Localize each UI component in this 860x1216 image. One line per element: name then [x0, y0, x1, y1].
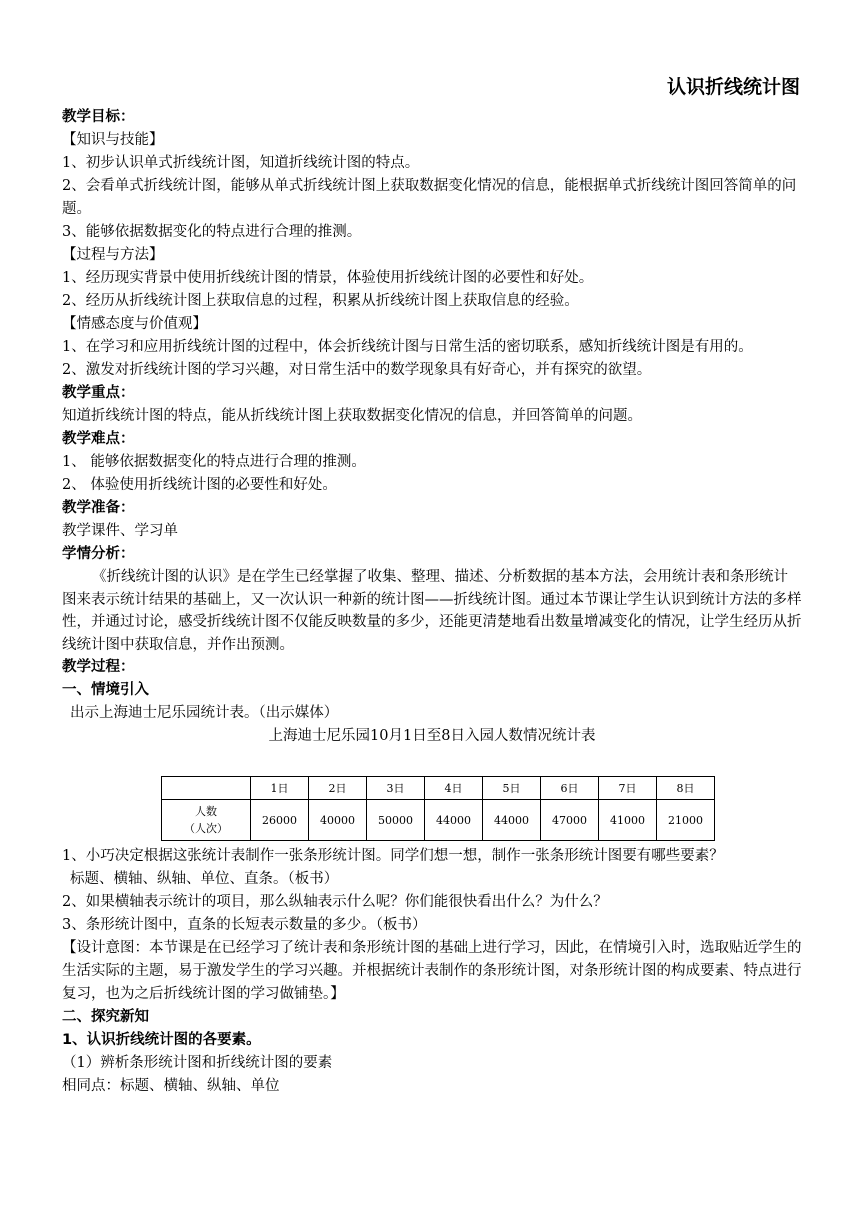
table-cell: 26000	[251, 800, 309, 841]
document-body	[62, 106, 802, 1098]
table-day-header: 3日	[367, 777, 425, 800]
row-label-line: 人数	[195, 805, 217, 818]
knowledge-heading: 【知识与技能】	[62, 132, 164, 148]
analysis-heading: 学情分析：	[62, 546, 135, 562]
table-cell: 40000	[309, 800, 367, 841]
table-header-row	[162, 777, 715, 800]
emotion-item: 1、在学习和应用折线统计图的过程中，体会折线统计图与日常生活的密切联系，感知折线统计图是有用的。	[62, 339, 753, 355]
visitor-stats-table	[161, 776, 715, 841]
answer-1: 标题、横轴、纵轴、单位、直条。（板书）	[70, 871, 339, 887]
section-1-heading: 一、情境引入	[62, 682, 149, 698]
table-cell: 41000	[599, 800, 657, 841]
table-row	[162, 800, 715, 841]
key-point-heading: 教学重点：	[62, 385, 135, 401]
table-cell: 47000	[541, 800, 599, 841]
table-corner-cell	[162, 777, 251, 800]
process-item: 2、经历从折线统计图上获取信息的过程，积累从折线统计图上获取信息的经验。	[62, 293, 579, 309]
process-main-heading: 教学过程：	[62, 659, 135, 675]
design-intent: 【设计意图：本节课是在已经学习了统计表和条形统计图的基础上进行学习，因此，在情境引入时，选取贴近学生的生活实际的主题，易于激发学生的学习兴趣。并根据统计表制作的条形统计图，对条形统计图的构成要素、特点进行复习，也为之后折线统计图的学习做铺垫。】	[62, 940, 802, 1002]
emotion-item: 2、激发对折线统计图的学习兴趣，对日常生活中的数学现象具有好奇心，并有探究的欲望。	[62, 362, 652, 378]
table-day-header: 1日	[251, 777, 309, 800]
section-2-heading: 二、探究新知	[62, 1009, 149, 1025]
question-1: 1、小巧决定根据这张统计表制作一张条形统计图。同学们想一想，制作一张条形统计图要有哪些要素？	[62, 848, 724, 864]
preparation-text: 教学课件、学习单	[62, 523, 178, 539]
preparation-heading: 教学准备：	[62, 500, 135, 516]
table-day-header: 7日	[599, 777, 657, 800]
question-2: 2、如果横轴表示统计的项目，那么纵轴表示什么呢？你们能很快看出什么？为什么？	[62, 894, 608, 910]
same-points: 相同点：标题、横轴、纵轴、单位	[62, 1078, 280, 1094]
table-day-header: 5日	[483, 777, 541, 800]
table-day-header: 2日	[309, 777, 367, 800]
knowledge-item: 3、能够依据数据变化的特点进行合理的推测。	[62, 224, 362, 240]
table-cell: 21000	[657, 800, 715, 841]
subsection-1-1: （1）辨析条形统计图和折线统计图的要素	[62, 1055, 333, 1071]
question-3: 3、条形统计图中，直条的长短表示数量的多少。（板书）	[62, 917, 427, 933]
subsection-1-heading: 1、认识折线统计图的各要素。	[62, 1032, 261, 1048]
knowledge-item: 1、初步认识单式折线统计图，知道折线统计图的特点。	[62, 155, 420, 171]
table-cell: 50000	[367, 800, 425, 841]
table-title: 上海迪士尼乐园10月1日至8日入园人数情况统计表	[268, 728, 596, 744]
process-heading: 【过程与方法】	[62, 247, 164, 263]
table-day-header: 8日	[657, 777, 715, 800]
difficulty-heading: 教学难点：	[62, 431, 135, 447]
key-point-text: 知道折线统计图的特点，能从折线统计图上获取数据变化情况的信息，并回答简单的问题。	[62, 408, 642, 424]
analysis-text: 《折线统计图的认识》是在学生已经掌握了收集、整理、描述、分析数据的基本方法，会用统计表和条形统计图来表示统计结果的基础上，又一次认识一种新的统计图——折线统计图。通过本节课让学生认识到统计方法的多样性，并通过讨论，感受折线统计图不仅能反映数量的多少，还能更清楚地看出数量增减变化的情况，让学生经历从折线统计图中获取信息，并作出预测。	[62, 569, 802, 653]
spacer	[62, 748, 802, 774]
emotion-heading: 【情感态度与价值观】	[62, 316, 207, 332]
table-cell: 44000	[425, 800, 483, 841]
process-item: 1、经历现实背景中使用折线统计图的情景，体验使用折线统计图的必要性和好处。	[62, 270, 594, 286]
table-row-label	[162, 800, 251, 841]
objectives-heading: 教学目标：	[62, 109, 135, 125]
row-label-line: （人次）	[184, 822, 228, 835]
difficulty-item: 1、 能够依据数据变化的特点进行合理的推测。	[62, 454, 366, 470]
table-cell: 44000	[483, 800, 541, 841]
show-table-text: 出示上海迪士尼乐园统计表。（出示媒体）	[70, 705, 339, 721]
document-title: 认识折线统计图	[666, 76, 800, 98]
knowledge-item: 2、会看单式折线统计图，能够从单式折线统计图上获取数据变化情况的信息，能根据单式折线统计图回答简单的问题。	[62, 178, 797, 217]
table-day-header: 4日	[425, 777, 483, 800]
difficulty-item: 2、 体验使用折线统计图的必要性和好处。	[62, 477, 337, 493]
table-day-header: 6日	[541, 777, 599, 800]
